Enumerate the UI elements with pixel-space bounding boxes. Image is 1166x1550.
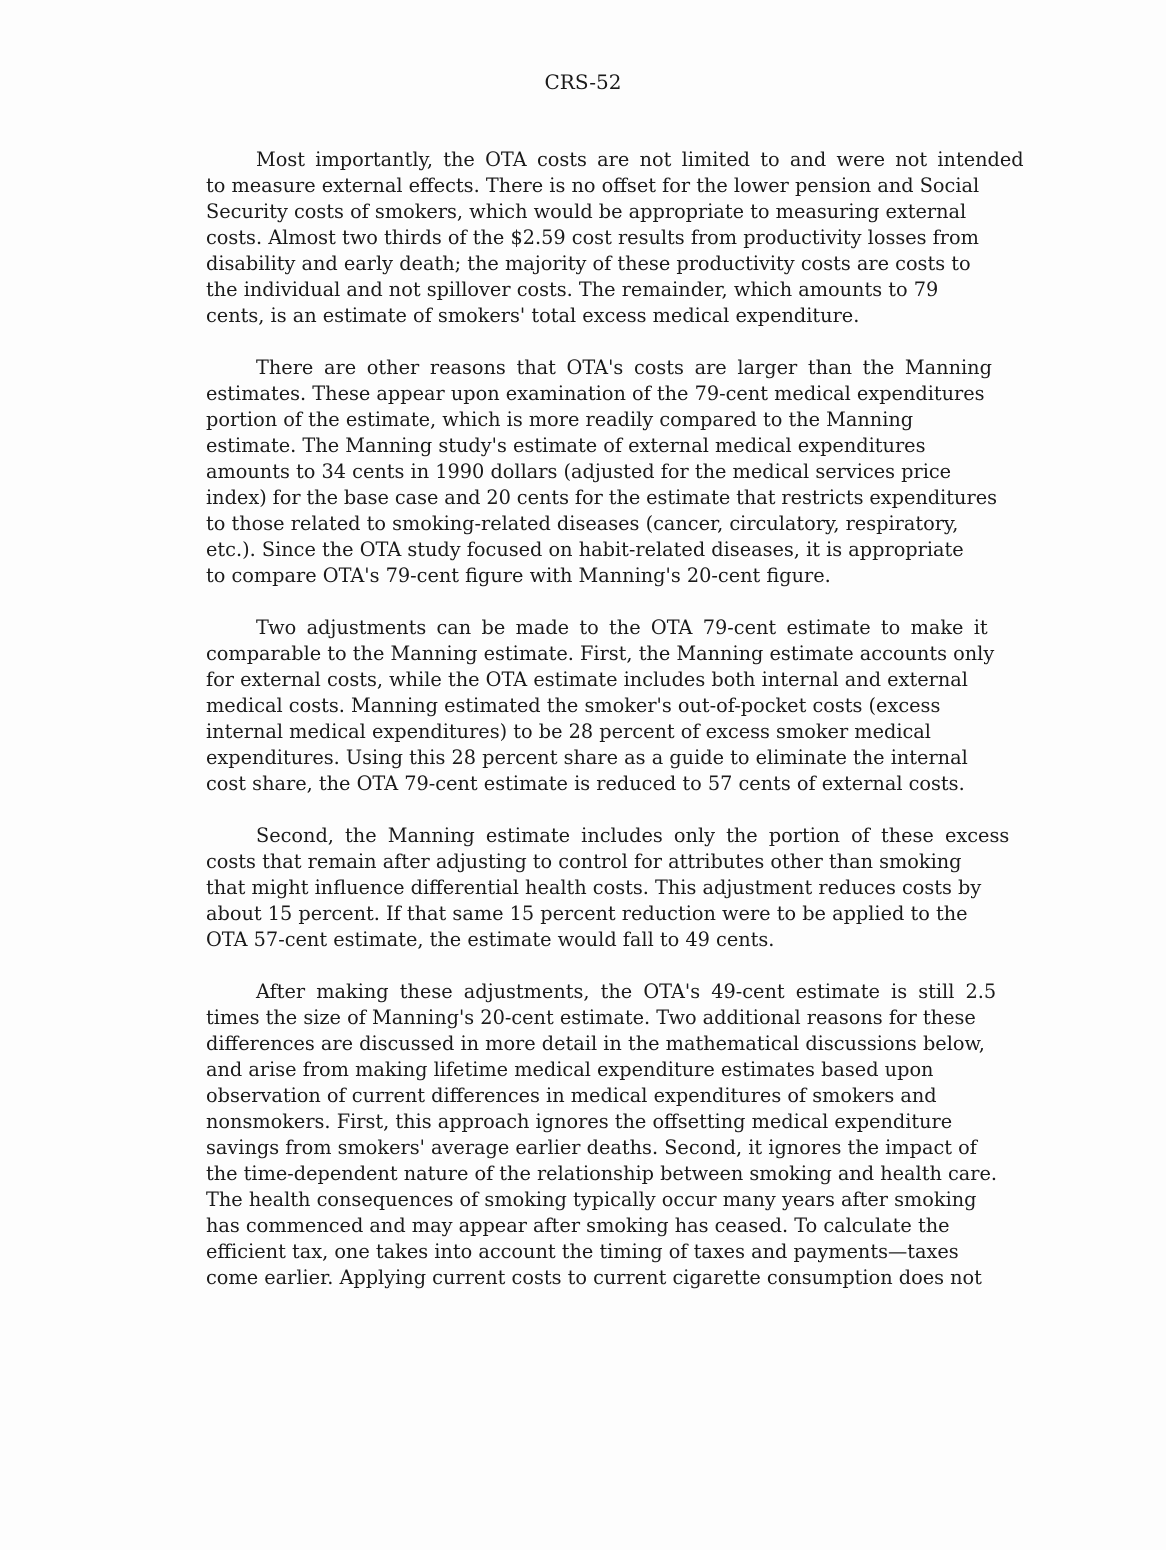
paragraph-other-reasons [206,355,997,589]
text-line: Two adjustments can be made to the OTA 79-cent estimate to make it [256,616,988,639]
text-line: the time-dependent nature of the relationship between smoking and health care. [206,1162,997,1185]
paragraph-after-adjustments [206,979,997,1291]
text-line: portion of the estimate, which is more readily compared to the Manning [206,408,914,431]
text-line: that might influence differential health costs. This adjustment reduces costs by [206,876,982,899]
text-line: the individual and not spillover costs. The remainder, which amounts to 79 [206,278,939,301]
text-line: about 15 percent. If that same 15 percent reduction were to be applied to the [206,902,968,925]
text-line: observation of current differences in medical expenditures of smokers and [206,1084,937,1107]
paragraph-ota-costs [206,147,1024,329]
document-body [206,147,1024,1317]
text-line: to those related to smoking-related diseases (cancer, circulatory, respiratory, [206,512,959,535]
text-line: internal medical expenditures) to be 28 percent of excess smoker medical [206,720,931,743]
text-line: times the size of Manning's 20-cent estimate. Two additional reasons for these [206,1006,976,1029]
paragraph-two-adjustments [206,615,997,797]
text-line: come earlier. Applying current costs to current cigarette consumption does not [206,1266,982,1289]
text-line: comparable to the Manning estimate. First, the Manning estimate accounts only [206,642,995,665]
text-line: Second, the Manning estimate includes only the portion of these excess [256,824,1010,847]
text-line: The health consequences of smoking typically occur many years after smoking [206,1188,977,1211]
text-line: index) for the base case and 20 cents for the estimate that restricts expenditures [206,486,997,509]
text-line: Most importantly, the OTA costs are not limited to and were not intended [256,148,1024,171]
text-line: has commenced and may appear after smoking has ceased. To calculate the [206,1214,950,1237]
text-line: medical costs. Manning estimated the smoker's out-of-pocket costs (excess [206,694,941,717]
text-line: to compare OTA's 79-cent figure with Manning's 20-cent figure. [206,564,831,587]
text-line: estimates. These appear upon examination of the 79-cent medical expenditures [206,382,985,405]
text-line: differences are discussed in more detail in the mathematical discussions below, [206,1032,985,1055]
text-line: costs that remain after adjusting to control for attributes other than smoking [206,850,962,873]
text-line: etc.). Since the OTA study focused on habit-related diseases, it is appropriate [206,538,964,561]
text-line: cost share, the OTA 79-cent estimate is reduced to 57 cents of external costs. [206,772,965,795]
paragraph-second-adjustment [206,823,1010,953]
text-line: and arise from making lifetime medical expenditure estimates based upon [206,1058,934,1081]
text-line: expenditures. Using this 28 percent share as a guide to eliminate the internal [206,746,968,769]
text-line: costs. Almost two thirds of the $2.59 cost results from productivity losses from [206,226,979,249]
text-line: cents, is an estimate of smokers' total excess medical expenditure. [206,304,860,327]
text-line: to measure external effects. There is no offset for the lower pension and Social [206,174,980,197]
text-line: efficient tax, one takes into account the timing of taxes and payments—taxes [206,1240,959,1263]
text-line: savings from smokers' average earlier deaths. Second, it ignores the impact of [206,1136,977,1159]
text-line: After making these adjustments, the OTA's 49-cent estimate is still 2.5 [256,980,997,1003]
text-line: nonsmokers. First, this approach ignores the offsetting medical expenditure [206,1110,953,1133]
page-number-header: CRS-52 [544,70,622,94]
text-line: Security costs of smokers, which would be appropriate to measuring external [206,200,967,223]
text-line: disability and early death; the majority of these productivity costs are costs to [206,252,971,275]
text-line: for external costs, while the OTA estimate includes both internal and external [206,668,968,691]
text-line: There are other reasons that OTA's costs are larger than the Manning [256,356,992,379]
text-line: estimate. The Manning study's estimate of external medical expenditures [206,434,926,457]
text-line: amounts to 34 cents in 1990 dollars (adjusted for the medical services price [206,460,952,483]
text-line: OTA 57-cent estimate, the estimate would fall to 49 cents. [206,928,775,951]
